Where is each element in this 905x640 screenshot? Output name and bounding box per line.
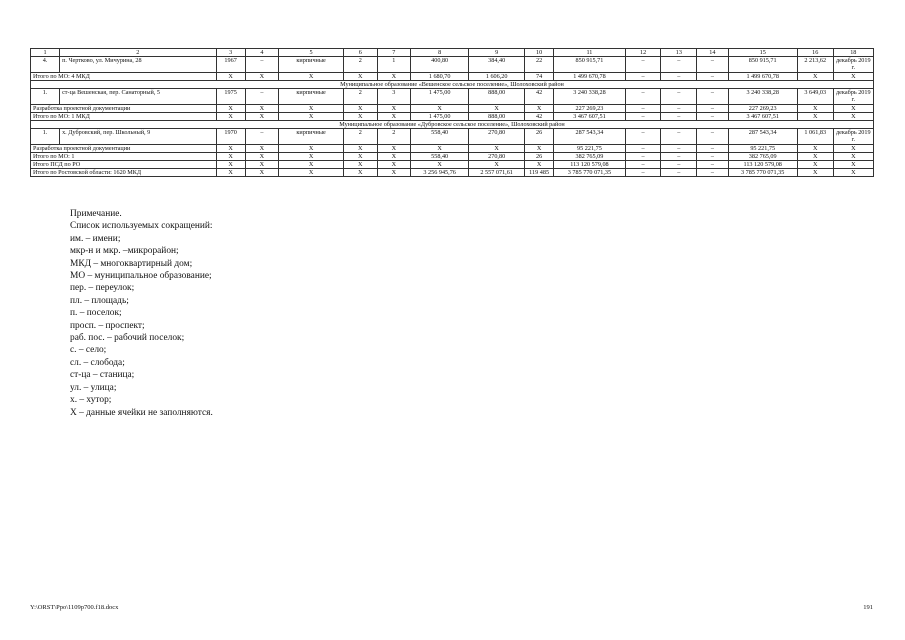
table-cell: кирпичные: [279, 89, 344, 105]
table-cell: X: [344, 161, 378, 169]
table-cell: 400,80: [411, 57, 469, 73]
table-cell: 16: [797, 49, 833, 57]
table-cell: X: [344, 105, 378, 113]
table-cell: X: [797, 145, 833, 153]
note-line: сл. – слобода;: [70, 357, 125, 368]
table-cell: 1970: [216, 129, 245, 145]
note-line: Список используемых сокращений:: [70, 221, 213, 232]
table-cell: –: [697, 89, 728, 105]
table-cell: X: [833, 145, 873, 153]
table-cell: Итого по Ростовской области: 1620 МКД: [31, 169, 217, 177]
table-cell: X: [216, 161, 245, 169]
note-line: просп. – проспект;: [70, 320, 145, 331]
table-cell: 287 543,34: [554, 129, 626, 145]
table-cell: –: [697, 153, 728, 161]
table-cell: X: [411, 161, 469, 169]
note-line: МКД – многоквартирный дом;: [70, 258, 193, 269]
table-cell: 113 120 579,08: [554, 161, 626, 169]
table-cell: –: [625, 105, 661, 113]
table-total-row: [31, 169, 874, 177]
table-total-row: [31, 105, 874, 113]
table-cell: 10: [525, 49, 554, 57]
table-cell: 13: [661, 49, 697, 57]
table-cell: 6: [344, 49, 378, 57]
table-cell: 74: [525, 73, 554, 81]
table-cell: –: [625, 145, 661, 153]
table-cell: X: [797, 169, 833, 177]
table-cell: X: [525, 161, 554, 169]
table-cell: 2: [377, 129, 411, 145]
table-cell: X: [344, 153, 378, 161]
table-cell: декабрь 2019 г.: [833, 57, 873, 73]
table-cell: 1 061,83: [797, 129, 833, 145]
table-cell: –: [661, 113, 697, 121]
register-table: [30, 48, 874, 177]
table-cell: Разработка проектной документации: [31, 145, 217, 153]
table-cell: –: [625, 161, 661, 169]
table-cell: –: [245, 89, 279, 105]
table-cell: X: [377, 145, 411, 153]
table-cell: X: [411, 145, 469, 153]
table-cell: X: [245, 169, 279, 177]
table-cell: X: [411, 105, 469, 113]
note-line: МО – муниципальное образование;: [70, 271, 212, 282]
table-cell: –: [245, 57, 279, 73]
table-cell: X: [216, 145, 245, 153]
table-cell: Итого ПСД по РО: [31, 161, 217, 169]
table-cell: X: [833, 153, 873, 161]
table-cell: 888,00: [469, 89, 525, 105]
table-cell: X: [797, 113, 833, 121]
table-cell: 850 915,71: [728, 57, 797, 73]
table-cell: X: [377, 113, 411, 121]
table-cell: X: [245, 145, 279, 153]
table-cell: –: [697, 105, 728, 113]
table-cell: 1.: [31, 89, 60, 105]
table-cell: –: [661, 169, 697, 177]
table-cell: 1.: [31, 129, 60, 145]
table-cell: 119 485: [525, 169, 554, 177]
table-cell: X: [377, 169, 411, 177]
table-cell: –: [661, 129, 697, 145]
table-cell: 3: [377, 89, 411, 105]
table-cell: X: [245, 113, 279, 121]
table-row: [31, 129, 874, 145]
table-cell: 3 649,03: [797, 89, 833, 105]
table-cell: 2: [60, 49, 217, 57]
table-cell: 1: [377, 57, 411, 73]
table-cell: 95 221,75: [728, 145, 797, 153]
table-cell: 3 785 770 071,35: [728, 169, 797, 177]
table-cell: Итого по МО: 1 МКД: [31, 113, 217, 121]
table-cell: X: [245, 153, 279, 161]
table-cell: Разработка проектной документации: [31, 105, 217, 113]
table-cell: 2: [344, 129, 378, 145]
note-line: ул. – улица;: [70, 382, 117, 393]
table-cell: 8: [411, 49, 469, 57]
table-cell: 15: [728, 49, 797, 57]
table-cell: –: [661, 161, 697, 169]
table-cell: 26: [525, 129, 554, 145]
table-cell: 558,40: [411, 153, 469, 161]
table-cell: 1975: [216, 89, 245, 105]
table-cell: п. Чертково, ул. Мичурина, 28: [60, 57, 217, 73]
table-cell: X: [279, 153, 344, 161]
table-cell: X: [344, 113, 378, 121]
table-cell: кирпичные: [279, 129, 344, 145]
table-cell: –: [625, 129, 661, 145]
table-row: [31, 89, 874, 105]
table-cell: –: [697, 145, 728, 153]
table-cell: –: [661, 89, 697, 105]
note-line: п. – поселок;: [70, 308, 122, 319]
table-cell: X: [216, 105, 245, 113]
table-cell: –: [697, 113, 728, 121]
table-cell: –: [625, 57, 661, 73]
table-cell: X: [279, 161, 344, 169]
note-line: ст-ца – станица;: [70, 370, 135, 381]
table-cell: 227 269,23: [728, 105, 797, 113]
table-cell: X: [377, 73, 411, 81]
table-cell: X: [833, 113, 873, 121]
table-cell: X: [216, 113, 245, 121]
footer-page-number: 191: [863, 604, 873, 611]
table-cell: декабрь 2019 г.: [833, 89, 873, 105]
table-cell: 12: [625, 49, 661, 57]
table-cell: 4: [245, 49, 279, 57]
table-cell: 1 499 670,78: [554, 73, 626, 81]
table-cell: 227 269,23: [554, 105, 626, 113]
table-cell: Муниципальное образование «Дубровское сельское поселение», Шолоховский район: [31, 121, 874, 129]
note-line: X – данные ячейки не заполняются.: [70, 407, 213, 418]
note-line: х. – хутор;: [70, 395, 112, 406]
table-cell: X: [279, 169, 344, 177]
table-cell: 850 915,71: [554, 57, 626, 73]
table-cell: –: [661, 73, 697, 81]
table-cell: –: [625, 73, 661, 81]
table-cell: X: [833, 105, 873, 113]
table-cell: 3 240 338,28: [728, 89, 797, 105]
table-cell: 3 256 945,76: [411, 169, 469, 177]
table-cell: –: [661, 145, 697, 153]
table-cell: 18: [833, 49, 873, 57]
table-cell: –: [697, 161, 728, 169]
table-cell: –: [625, 153, 661, 161]
table-cell: X: [797, 73, 833, 81]
table-cell: 2: [344, 57, 378, 73]
table-cell: 1 475,00: [411, 113, 469, 121]
table-cell: X: [377, 153, 411, 161]
table-cell: –: [697, 73, 728, 81]
table-cell: –: [697, 169, 728, 177]
table-cell: 2 213,62: [797, 57, 833, 73]
note-line: раб. пос. – рабочий поселок;: [70, 333, 185, 344]
table-cell: 382 765,09: [728, 153, 797, 161]
table-cell: 1: [31, 49, 60, 57]
table-cell: X: [469, 145, 525, 153]
notes-block: [70, 208, 213, 419]
table-cell: 7: [377, 49, 411, 57]
table-cell: 1 606,20: [469, 73, 525, 81]
table-cell: –: [661, 153, 697, 161]
table-cell: –: [661, 57, 697, 73]
table-cell: 270,80: [469, 153, 525, 161]
table-cell: ст-ца Вешенская, пер. Санаторный, 5: [60, 89, 217, 105]
table-cell: 3 785 770 071,35: [554, 169, 626, 177]
table-cell: 2 557 071,61: [469, 169, 525, 177]
table-cell: 3 240 338,28: [554, 89, 626, 105]
table-cell: 26: [525, 153, 554, 161]
table-cell: X: [469, 105, 525, 113]
table-cell: X: [797, 161, 833, 169]
table-cell: 3 467 607,51: [554, 113, 626, 121]
table-cell: 42: [525, 89, 554, 105]
table-cell: X: [833, 161, 873, 169]
table-cell: X: [377, 161, 411, 169]
table-cell: X: [797, 105, 833, 113]
table-cell: 3: [216, 49, 245, 57]
table-cell: 384,40: [469, 57, 525, 73]
table-cell: X: [245, 161, 279, 169]
table-cell: X: [216, 169, 245, 177]
table-cell: –: [625, 113, 661, 121]
table-cell: 11: [554, 49, 626, 57]
note-line: пл. – площадь;: [70, 295, 129, 306]
notes-title: Примечание.: [70, 209, 122, 219]
table-total-row: [31, 161, 874, 169]
table-cell: кирпичные: [279, 57, 344, 73]
table-cell: X: [525, 105, 554, 113]
table-cell: 270,80: [469, 129, 525, 145]
table-cell: Муниципальное образование «Вешенское сельское поселение», Шолоховский район: [31, 81, 874, 89]
table-total-row: [31, 113, 874, 121]
note-line: пер. – переулок;: [70, 283, 135, 294]
table-cell: X: [377, 105, 411, 113]
table-cell: Итого по МО: 4 МКД: [31, 73, 217, 81]
table-cell: 287 543,34: [728, 129, 797, 145]
table-row: [31, 57, 874, 73]
table-cell: 3 467 607,51: [728, 113, 797, 121]
note-line: им. – имени;: [70, 233, 121, 244]
table-cell: 113 120 579,08: [728, 161, 797, 169]
table-header-row: [31, 49, 874, 57]
table-cell: 382 765,09: [554, 153, 626, 161]
table-total-row: [31, 145, 874, 153]
table-cell: 1 680,70: [411, 73, 469, 81]
table-cell: X: [279, 145, 344, 153]
table-cell: 14: [697, 49, 728, 57]
table-cell: 5: [279, 49, 344, 57]
table-cell: Итого по МО: 1: [31, 153, 217, 161]
note-line: мкр-н и мкр. –микрорайон;: [70, 246, 179, 257]
table-cell: X: [469, 161, 525, 169]
table-cell: X: [216, 153, 245, 161]
table-total-row: [31, 153, 874, 161]
table-cell: 42: [525, 113, 554, 121]
table-cell: 2: [344, 89, 378, 105]
table-total-row: [31, 73, 874, 81]
table-cell: –: [697, 129, 728, 145]
table-cell: 9: [469, 49, 525, 57]
note-line: с. – село;: [70, 345, 107, 356]
footer-file-path: Y:\ORST\Ppo\1109p700.f18.docx: [30, 604, 119, 611]
table-cell: –: [661, 105, 697, 113]
table-cell: –: [697, 57, 728, 73]
table-cell: X: [344, 73, 378, 81]
table-cell: X: [279, 73, 344, 81]
table-cell: X: [797, 153, 833, 161]
table-cell: 558,40: [411, 129, 469, 145]
table-cell: 1967: [216, 57, 245, 73]
table-cell: –: [625, 169, 661, 177]
table-cell: 4.: [31, 57, 60, 73]
table-cell: X: [216, 73, 245, 81]
table-section-row: [31, 81, 874, 89]
table-cell: X: [245, 105, 279, 113]
table-cell: X: [833, 73, 873, 81]
table-cell: 888,00: [469, 113, 525, 121]
table-cell: х. Дубровский, пер. Школьный, 9: [60, 129, 217, 145]
table-cell: X: [245, 73, 279, 81]
table-cell: декабрь 2019 г.: [833, 129, 873, 145]
table-cell: X: [279, 113, 344, 121]
table-cell: 95 221,75: [554, 145, 626, 153]
table-cell: X: [279, 105, 344, 113]
table-cell: 22: [525, 57, 554, 73]
table-cell: X: [525, 145, 554, 153]
table-section-row: [31, 121, 874, 129]
table-cell: X: [833, 169, 873, 177]
table-cell: X: [344, 145, 378, 153]
table-cell: –: [625, 89, 661, 105]
table-cell: 1 499 670,78: [728, 73, 797, 81]
table-cell: X: [344, 169, 378, 177]
table-cell: 1 475,00: [411, 89, 469, 105]
table-cell: –: [245, 129, 279, 145]
